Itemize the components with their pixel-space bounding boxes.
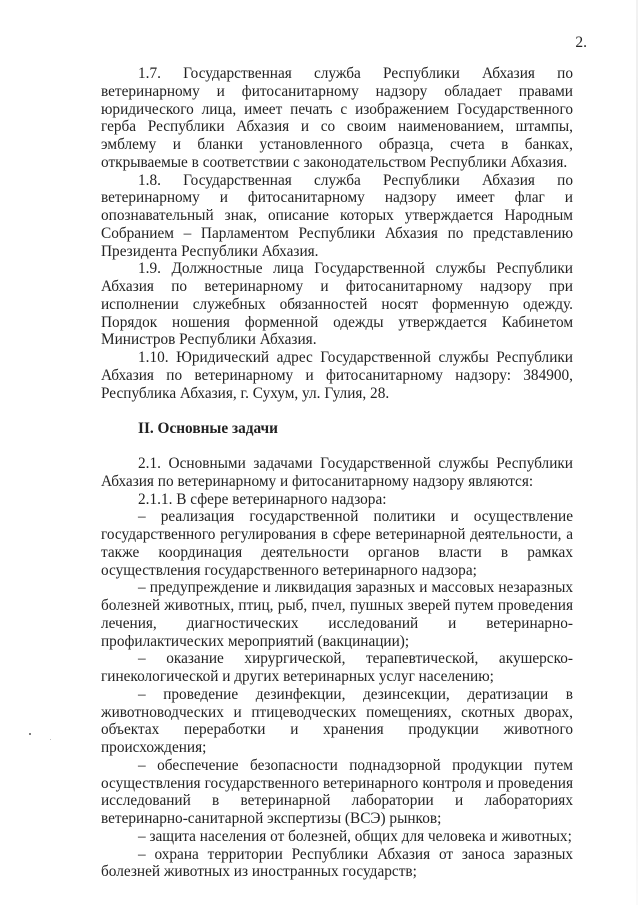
paragraph-1-9: 1.9. Должностные лица Государственной службы Республики Абхазия по ветеринарному и фитосанитарному надзору при исполнении служебных обязанностей носят форменную одежду. Порядок ношения форменной одежды утверждается Кабинетом Министров Республики Абхазия. (101, 260, 573, 349)
scan-speck (50, 739, 51, 740)
list-item: – предупреждение и ликвидация заразных и массовых незаразных болезней животных, птиц, рыб, пчел, пушных зверей путем проведения лечения, диагностических исследований и ветеринарно-профилактических мероприятий (вакцинации); (101, 579, 573, 650)
paragraph-2-1: 2.1. Основными задачами Государственной службы Республики Абхазия по ветеринарному и фитосанитарному надзору являются: (101, 455, 573, 490)
paragraph-1-7: 1.7. Государственная служба Республики Абхазия по ветеринарному и фитосанитарному надзору обладает правами юридического лица, имеет печать с изображением Государственного герба Республики Абхазия и со своим наименованием, штампы, эмблему и бланки установленного образца, счета в банках, открываемые в соответствии с законодательством Республики Абхазия. (101, 65, 573, 171)
paragraph-1-8: 1.8. Государственная служба Республики Абхазия по ветеринарному и фитосанитарному надзору имеет флаг и опознавательный знак, описание которых утверждается Народным Собранием – Парламентом Республики Абхазия по представлению Президента Республики Абхазия. (101, 171, 573, 260)
page-number: 2. (575, 34, 587, 51)
list-item: – оказание хирургической, терапевтической, акушерско-гинекологической и других ветеринарных услуг населению; (101, 650, 573, 685)
scan-page-edge (636, 0, 638, 905)
scan-speck (29, 733, 31, 735)
paragraph-1-10: 1.10. Юридический адрес Государственной службы Республики Абхазия по ветеринарному и фитосанитарному надзору: 384900, Республика Абхазия, г. Сухум, ул. Гулия, 28. (101, 349, 573, 402)
section-heading: II. Основные задачи (138, 420, 278, 438)
list-item: – проведение дезинфекции, дезинсекции, дератизации в животноводческих и птицеводческих помещениях, скотных дворах, объектах переработки и хранения продукции животного происхождения; (101, 685, 573, 756)
list-item: – охрана территории Республики Абхазия от заноса заразных болезней животных из иностранных государств; (101, 845, 573, 881)
list-item: – обеспечение безопасности поднадзорной продукции путем осуществления государственного ветеринарного контроля и проведения исследований в ветеринарной лаборатории и лабораториях ветеринарно-санитарной экспертизы (ВСЭ) рынков; (101, 756, 573, 827)
list-item: – защита населения от болезней, общих для человека и животных; (138, 827, 572, 845)
paragraph-2-1-1: 2.1.1. В сфере ветеринарного надзора: (138, 490, 387, 508)
list-item: – реализация государственной политики и осуществление государственного регулирования в сфере ветеринарной деятельности, а также координация деятельности органов власти в рамках осуществления государственного ветеринарного надзора; (101, 508, 573, 579)
document-body (101, 65, 573, 881)
